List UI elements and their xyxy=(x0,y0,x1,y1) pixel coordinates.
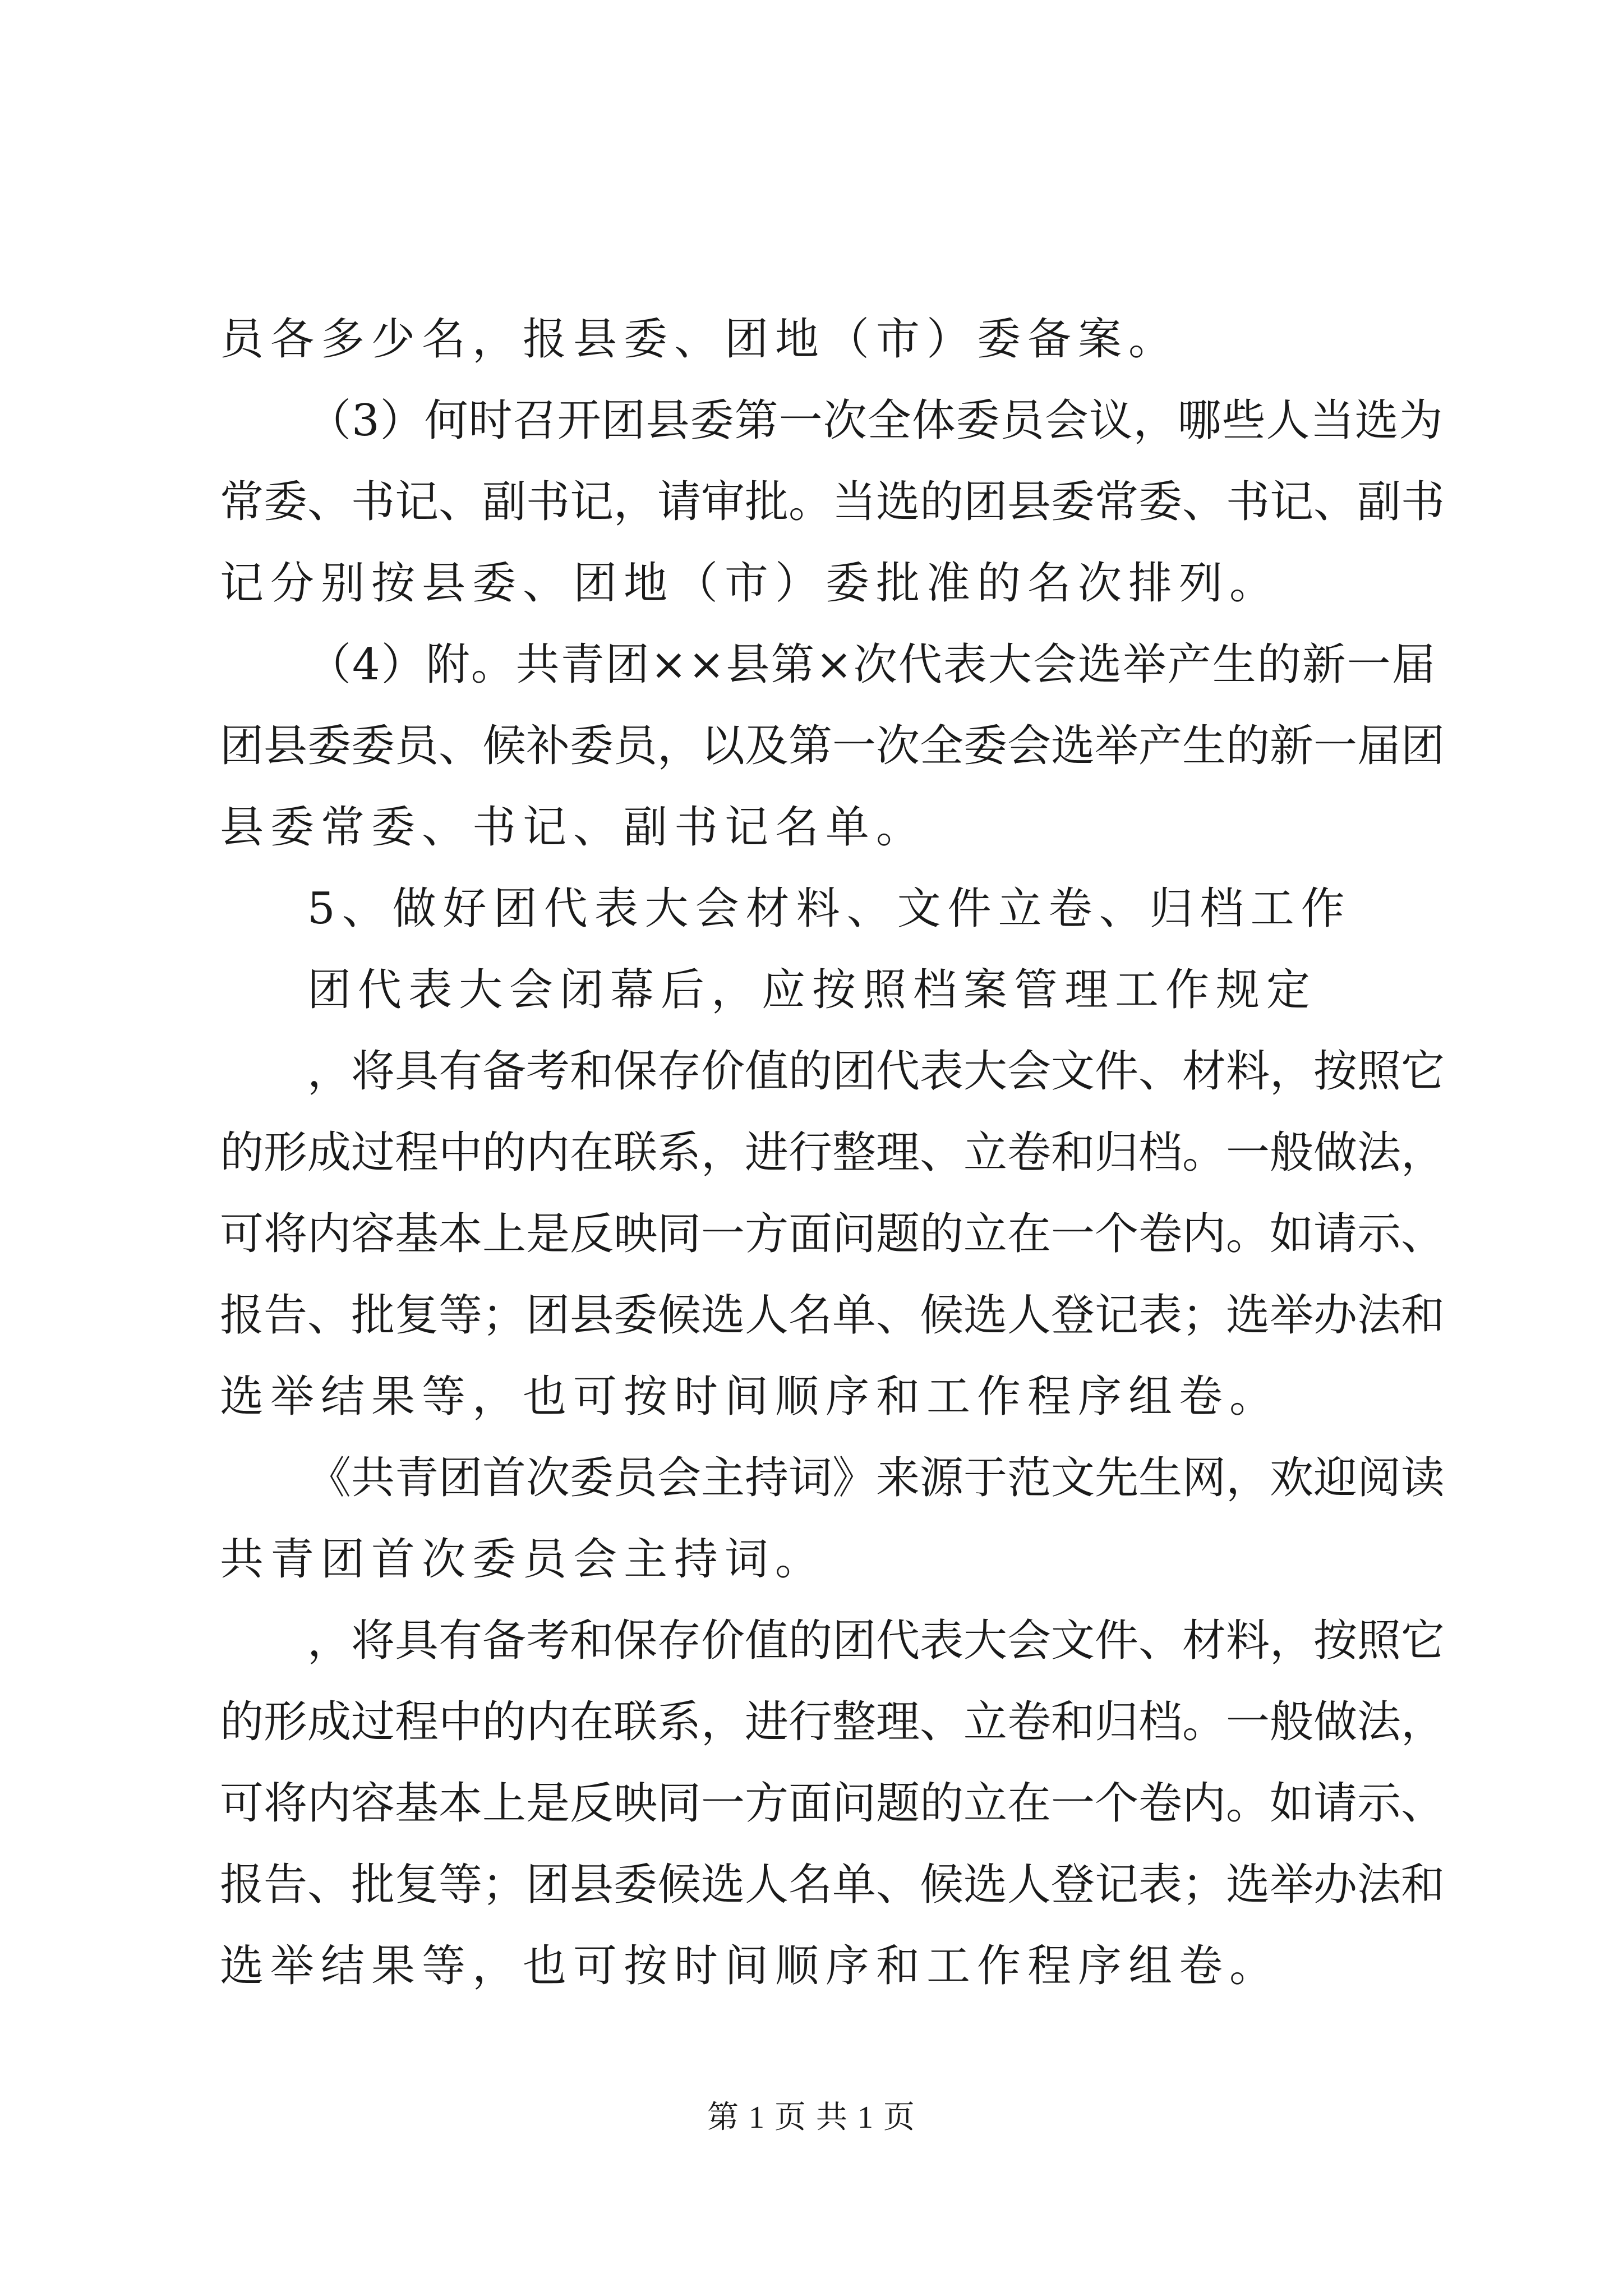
text-line: 团县委委员、候补委员，以及第一次全委会选举产生的新一届团 xyxy=(220,721,1445,771)
text-line: 县委常委、书记、副书记名单。 xyxy=(220,802,927,853)
text-line: 选举结果等，也可按时间顺序和工作程序组卷。 xyxy=(220,1372,1280,1422)
text-line: 的形成过程中的内在联系，进行整理、立卷和归档。一般做法， xyxy=(220,1128,1445,1178)
text-line: 团代表大会闭幕后，应按照档案管理工作规定 xyxy=(307,965,1317,1015)
text-line: ，将具有备考和保存价值的团代表大会文件、材料，按照它 xyxy=(307,1616,1445,1666)
text-line: 《共青团首次委员会主持词》来源于范文先生网，欢迎阅读 xyxy=(307,1453,1445,1503)
text-line: 员各多少名，报县委、团地（市）委备案。 xyxy=(220,314,1179,365)
text-line: 报告、批复等；团县委候选人名单、候选人登记表；选举办法和 xyxy=(220,1290,1445,1341)
text-line: 报告、批复等；团县委候选人名单、候选人登记表；选举办法和 xyxy=(220,1860,1445,1910)
text-line: （3）何时召开团县委第一次全体委员会议，哪些人当选为 xyxy=(307,395,1444,446)
text-line: 的形成过程中的内在联系，进行整理、立卷和归档。一般做法， xyxy=(220,1697,1445,1747)
text-line: 常委、书记、副书记，请审批。当选的团县委常委、书记、副书 xyxy=(220,477,1445,527)
text-line: （4）附。共青团××县第×次代表大会选举产生的新一届 xyxy=(307,639,1437,690)
page-footer: 第 1 页 共 1 页 xyxy=(707,2100,916,2135)
text-line: 选举结果等，也可按时间顺序和工作程序组卷。 xyxy=(220,1941,1280,1991)
text-line: ，将具有备考和保存价值的团代表大会文件、材料，按照它 xyxy=(307,1046,1445,1097)
text-line: 可将内容基本上是反映同一方面问题的立在一个卷内。如请示、 xyxy=(220,1778,1445,1829)
text-line: 可将内容基本上是反映同一方面问题的立在一个卷内。如请示、 xyxy=(220,1209,1445,1259)
text-line: 记分别按县委、团地（市）委批准的名次排列。 xyxy=(220,558,1280,609)
section-heading: 5、做好团代表大会材料、文件立卷、归档工作 xyxy=(307,884,1352,934)
text-line: 共青团首次委员会主持词。 xyxy=(220,1534,826,1585)
